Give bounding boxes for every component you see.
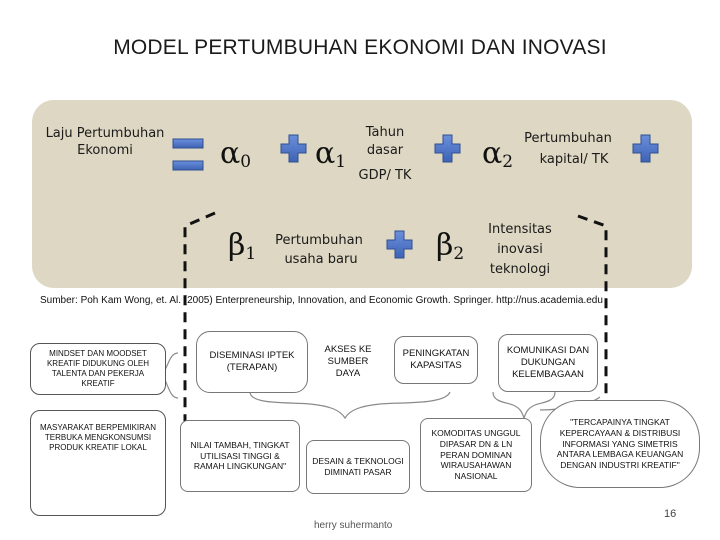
komoditas-box: KOMODITAS UNGGUL DIPASAR DN & LN PERAN DOMINAN WIRAUSAHAWAN NASIONAL [420,418,532,492]
dashed-bracket-left [185,213,215,430]
alpha1-label-mid: dasar [366,143,404,158]
beta1-label-bottom: usaha baru [284,252,358,267]
alpha0-symbol: $\alpha_0$ [220,136,252,172]
alpha1-label-top: Tahun [365,125,405,140]
alpha1-symbol: $\alpha_1$ [315,136,347,172]
beta1-symbol: $\beta_1$ [228,228,257,264]
page-number: 16 [664,508,677,520]
desain-box: DESAIN & TEKNOLOGI DIMINATI PASAR [306,440,410,494]
alpha1-label-bottom: GDP/ TK [358,168,412,183]
peningkatan-box: PENINGKATAN KAPASITAS [394,336,478,384]
plus-icon [435,135,460,162]
nilai-tambah-box: NILAI TAMBAH, TINGKAT UTILISASI TINGGI & RAMAH LINGKUNGAN" [180,420,300,492]
diseminasi-box: DISEMINASI IPTEK (TERAPAN) [196,331,308,393]
alpha2-label-bottom: kapital/ TK [539,152,609,167]
plus-icon [387,231,412,258]
mindset-box: MINDSET DAN MOODSET KREATIF DIDUKUNG OLEH TALENTA DAN PEKERJA KREATIF [30,343,166,395]
page-title: MODEL PERTUMBUHAN EKONOMI DAN INOVASI [113,36,607,59]
lhs-label: Laju Pertumbuhan Ekonomi [45,126,165,158]
beta2-label-3: teknologi [489,262,551,277]
beta2-label-2: inovasi [497,242,543,257]
plus-icon [281,135,306,162]
beta2-label-1: Intensitas [488,222,552,237]
plus-icon [633,135,658,162]
masyarakat-box: MASYARAKAT BERPEMIKIRAN TERBUKA MENGKONSUMSI PRODUK KREATIF LOKAL [30,410,166,516]
alpha2-symbol: $\alpha_2$ [482,136,514,172]
brace-top [250,392,450,418]
tercapainya-box: "TERCAPAINYA TINGKAT KEPERCAYAAN & DISTRIBUSI INFORMASI YANG SIMETRIS ANTARA LEMBAGA KEUANGAN DENGAN INDUSTRI KREATIF" [540,400,700,488]
source-citation: Sumber: Poh Kam Wong, et. Al. (2005) Enterpreneurship, Innovation, and Economic Growth. Springer. http://nus.academia.edu [40,295,603,306]
beta2-symbol: $\beta_2$ [436,228,465,264]
equals-icon [173,139,203,170]
akses-box: AKSES KE SUMBER DAYA [312,334,384,390]
beta1-label-top: Pertumbuhan [275,233,363,248]
footer-author: herry suhermanto [314,520,393,531]
komunikasi-box: KOMUNIKASI DAN DUKUNGAN KELEMBAGAAN [498,334,598,392]
alpha2-label-top: Pertumbuhan [524,131,612,146]
brace-right [493,392,555,418]
